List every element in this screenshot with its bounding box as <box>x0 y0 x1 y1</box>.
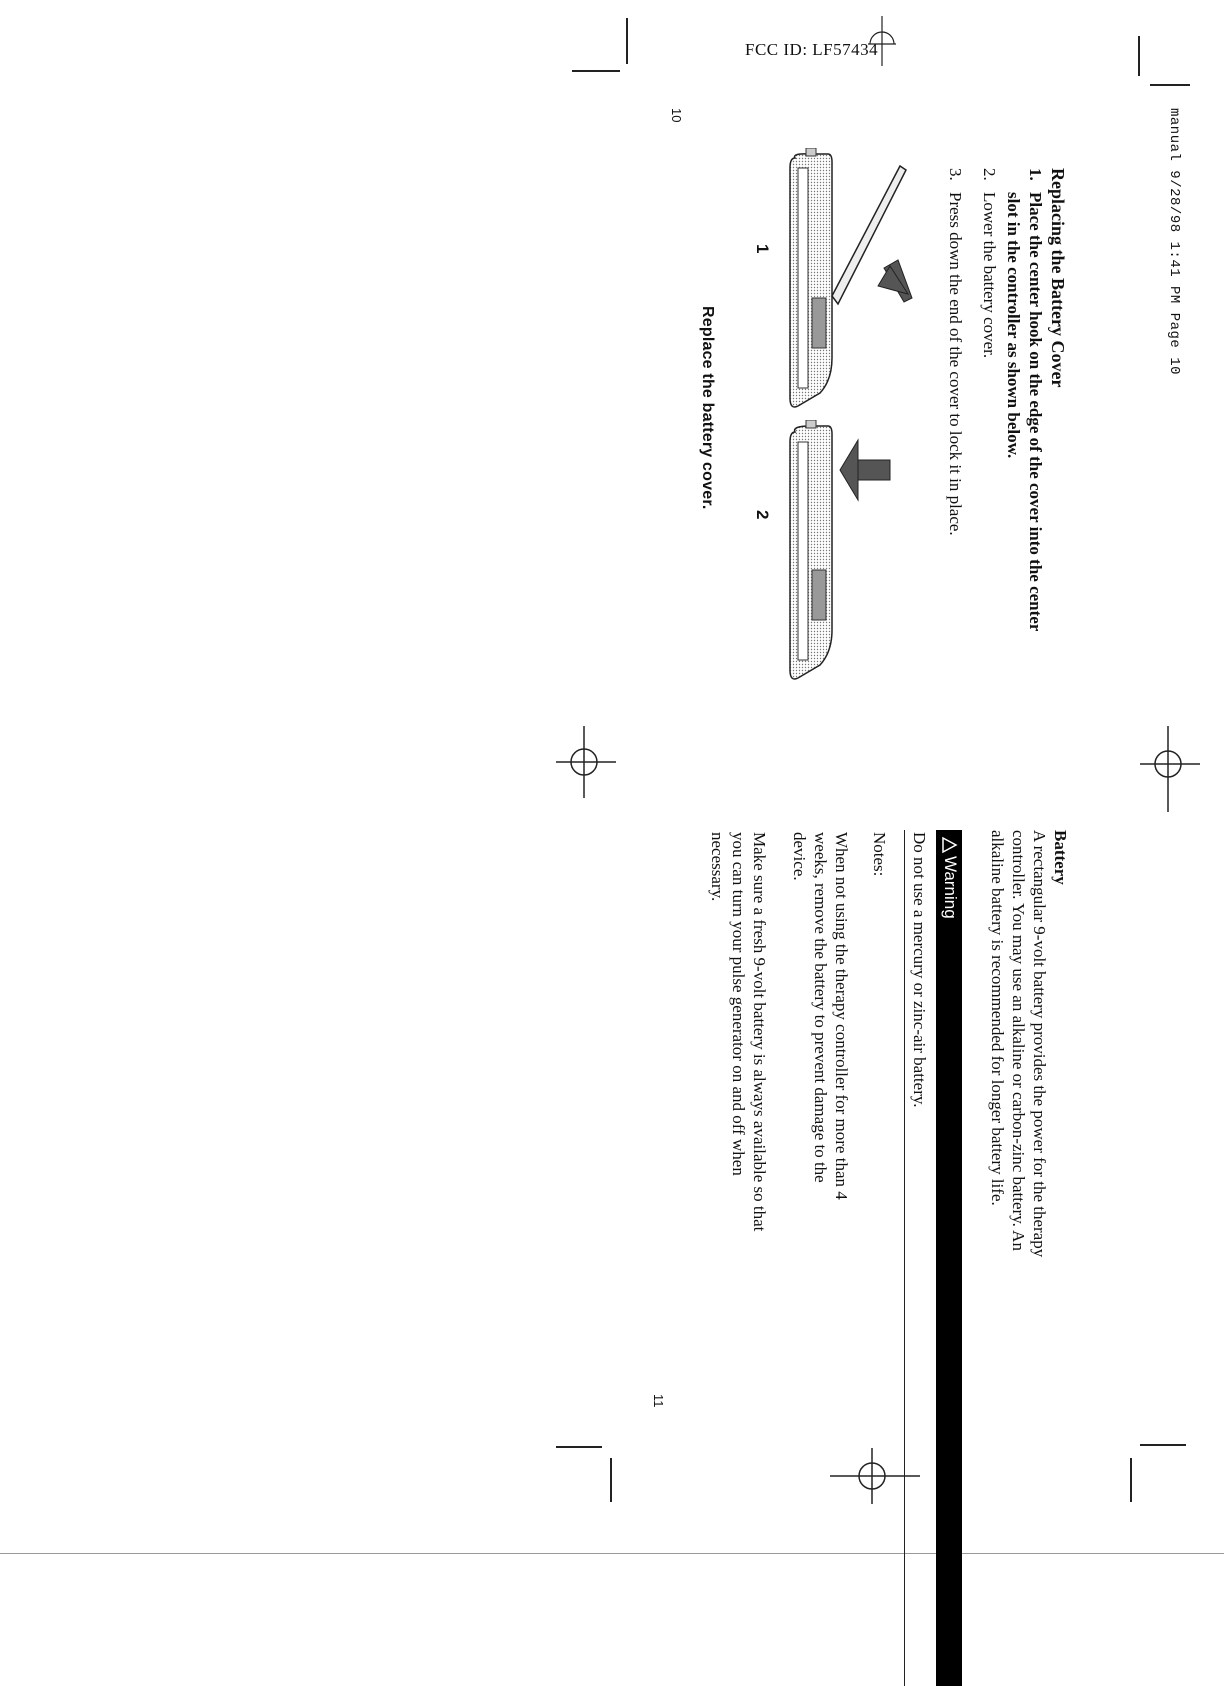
fcc-id: FCC ID: LF57434 <box>745 40 879 59</box>
note-line: device. <box>790 832 809 881</box>
registration-target-icon <box>830 1448 920 1504</box>
crop-mark <box>1130 1458 1132 1502</box>
crop-mark <box>1138 36 1140 76</box>
step-text: Place the center hook on the edge of the cover into the center <box>1026 192 1045 632</box>
page-number: 10 <box>669 108 684 123</box>
step-text: slot in the controller as shown below. <box>1004 192 1023 459</box>
warning-text: Do not use a mercury or zinc-air battery. <box>910 832 929 1108</box>
crop-mark <box>626 18 628 64</box>
registration-target-icon <box>1140 726 1200 812</box>
paragraph-line: alkaline battery is recommended for longer battery life. <box>988 830 1007 1206</box>
notes-label: Notes: <box>870 832 889 877</box>
crop-mark <box>556 1446 602 1448</box>
section-title: Replacing the Battery Cover <box>1048 168 1068 388</box>
section-title: Battery <box>1051 830 1070 885</box>
step-text: Press down the end of the cover to lock it in place. <box>946 192 965 536</box>
print-header: manual 9/28/98 1:41 PM Page 10 <box>1166 108 1182 376</box>
figure-label: 1 <box>753 244 772 254</box>
controller-illustration-2 <box>780 420 920 690</box>
note-line: When not using the therapy controller for more than 4 <box>832 832 851 1200</box>
warning-banner <box>936 830 962 1686</box>
warning-triangle-icon <box>940 836 958 854</box>
page-number: 11 <box>651 1394 666 1408</box>
step-text: Lower the battery cover. <box>980 192 999 359</box>
crop-mark <box>1150 84 1190 86</box>
crop-mark <box>572 70 620 72</box>
step-number: 2. <box>980 168 999 181</box>
crop-mark <box>610 1458 612 1502</box>
bottom-rule <box>0 1553 1224 1554</box>
note-line: necessary. <box>708 832 727 902</box>
figure-label: 2 <box>753 510 772 520</box>
figure-caption: Replace the battery cover. <box>699 306 716 510</box>
warning-rule <box>904 830 905 1686</box>
paragraph-line: A rectangular 9-volt battery provides the power for the therapy <box>1030 830 1049 1258</box>
note-line: weeks, remove the battery to prevent damage to the <box>811 832 830 1183</box>
step-number: 1. <box>1026 168 1045 181</box>
warning-label: Warning <box>941 856 960 919</box>
note-line: Make sure a fresh 9-volt battery is always available so that <box>750 832 769 1232</box>
crop-mark <box>1140 1444 1186 1446</box>
controller-illustration-1 <box>780 148 920 418</box>
paragraph-line: controller. You may use an alkaline or carbon-zinc battery. An <box>1009 830 1028 1251</box>
note-line: you can turn your pulse generator on and off when <box>729 832 748 1176</box>
registration-target-icon <box>556 726 616 798</box>
step-number: 3. <box>946 168 965 181</box>
